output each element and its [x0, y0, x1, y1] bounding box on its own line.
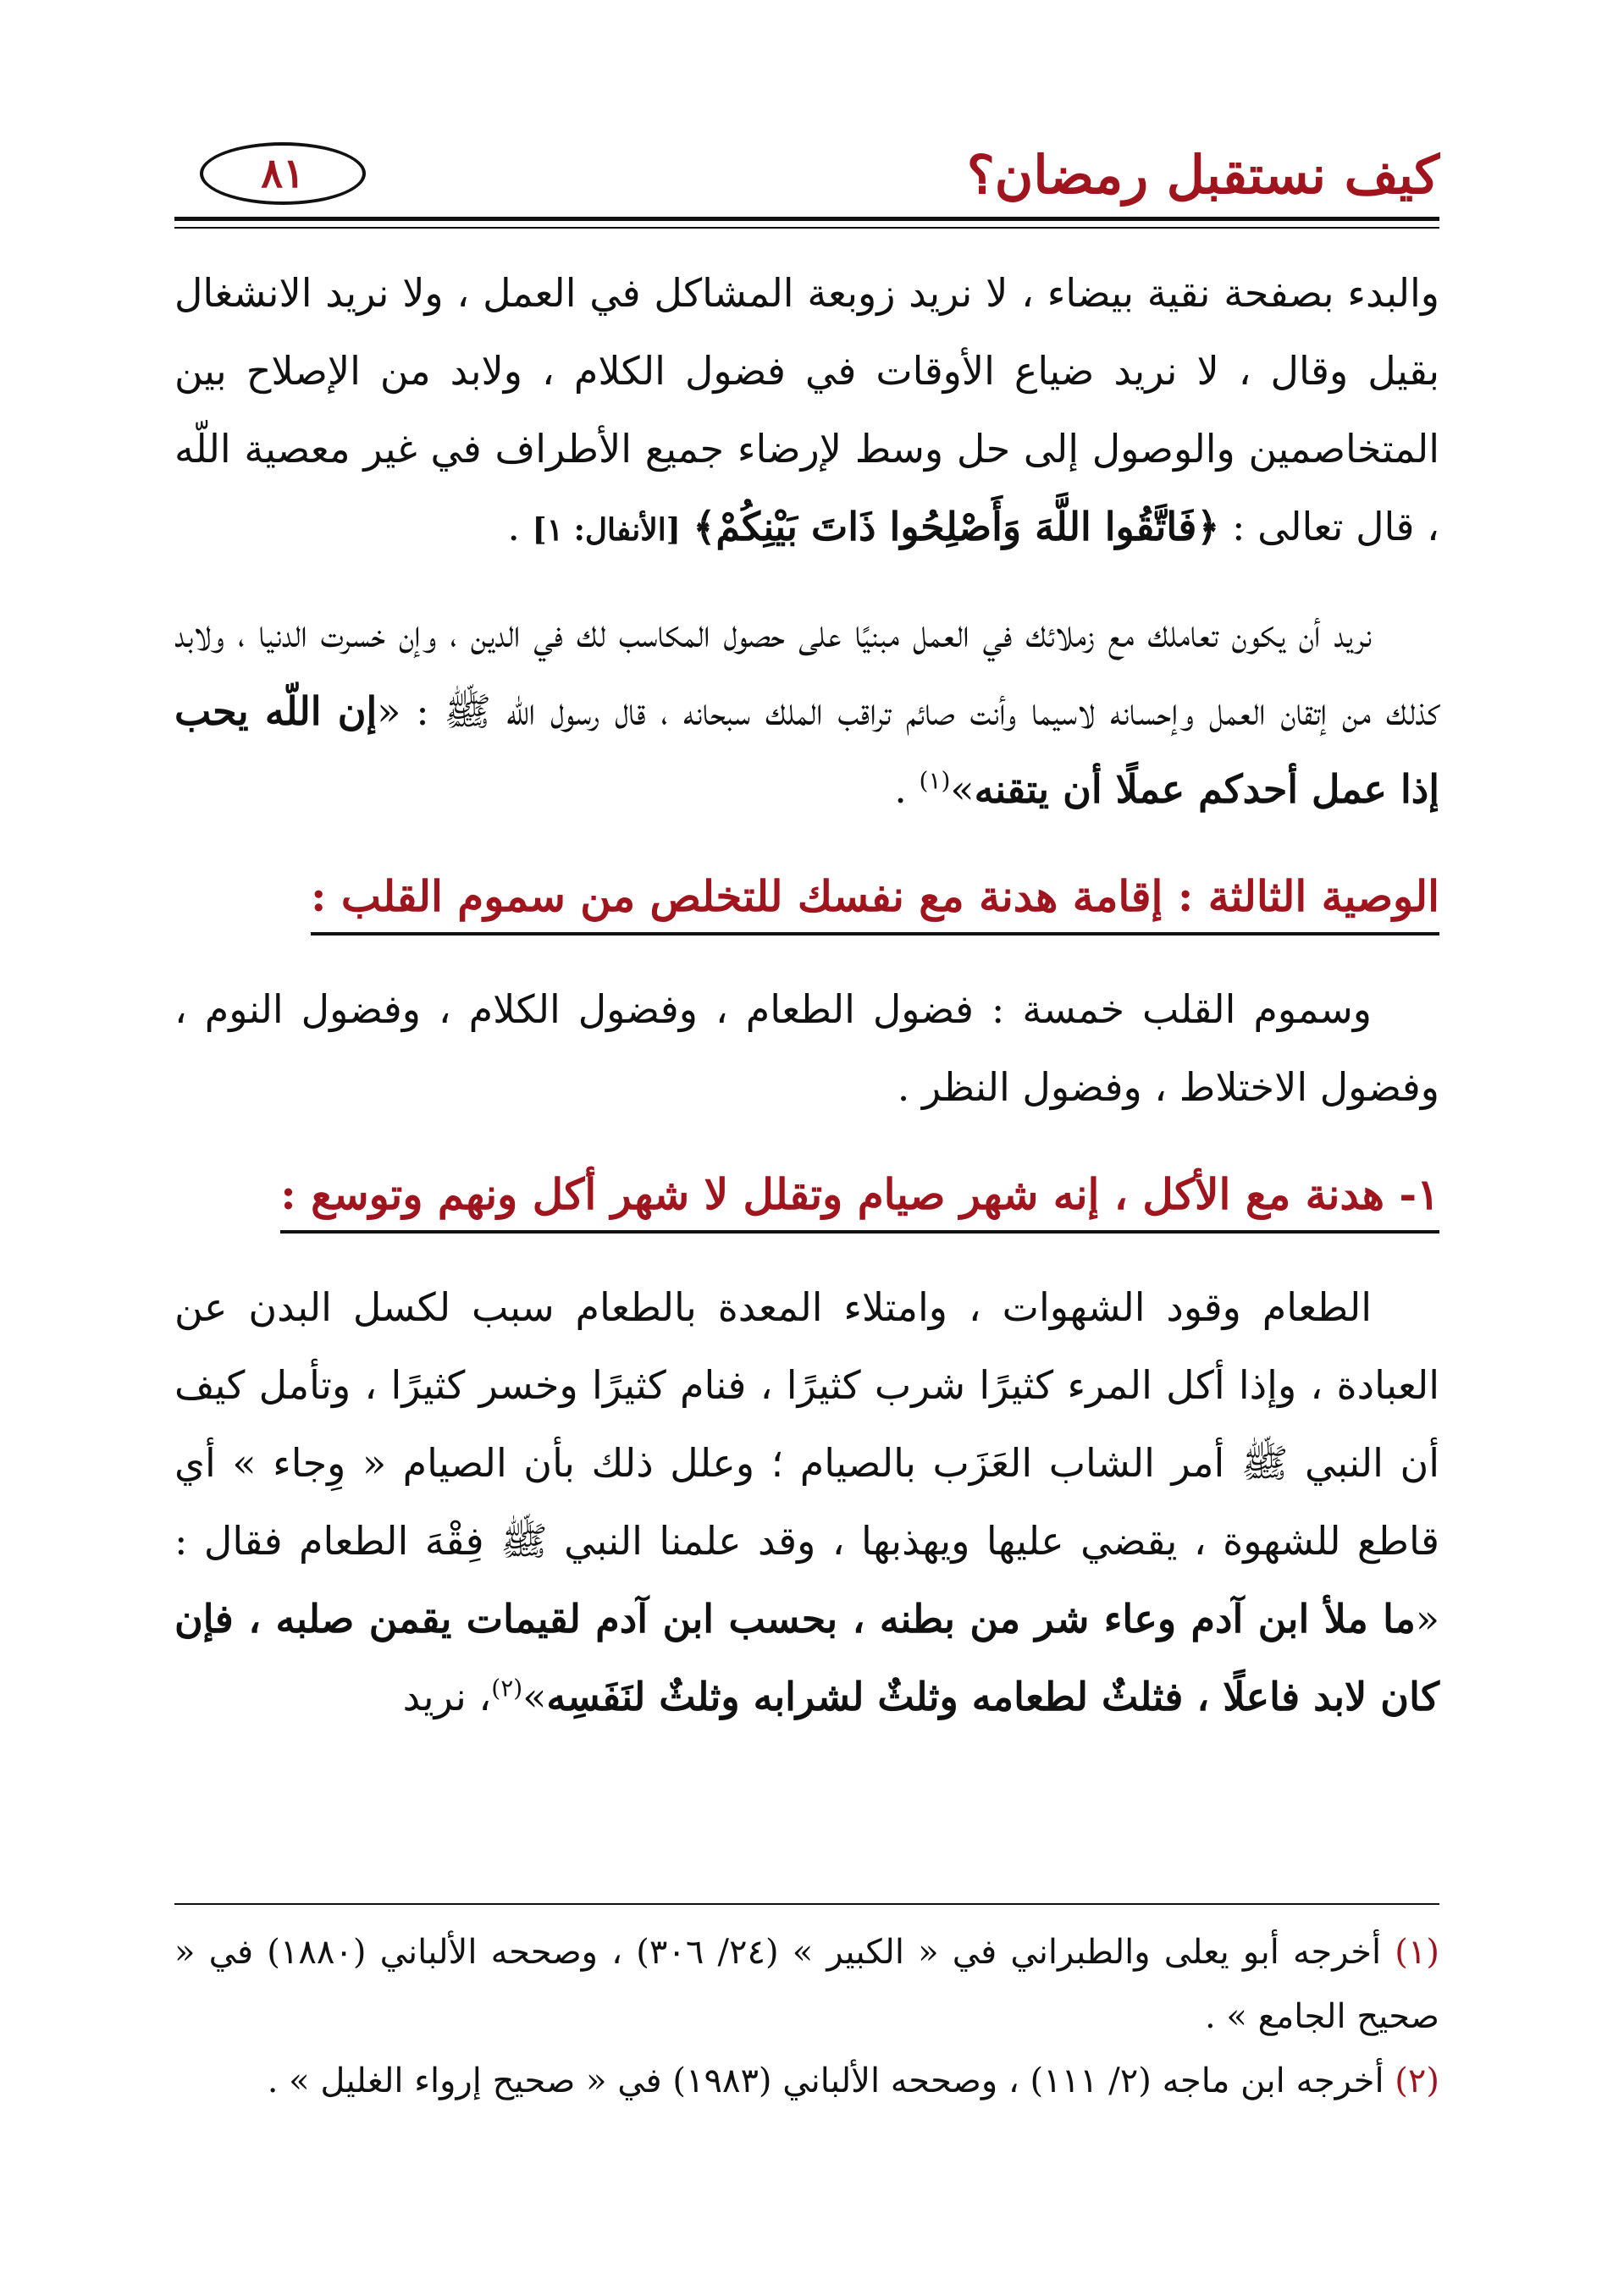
footnote-marker-1[interactable]: (١): [919, 766, 951, 795]
footnote-1-number: (١): [1395, 1933, 1439, 1972]
header-rule-thin: [174, 227, 1439, 229]
page-number: ٨١: [200, 142, 366, 205]
section-heading-third-advice: [174, 858, 1439, 936]
subsection-heading-text: ١- هدنة مع الأكل ، إنه شهر صيام وتقلل لا شهر أكل ونهم وتوسع :: [280, 1161, 1439, 1234]
footnote-marker-2[interactable]: (٢): [491, 1674, 523, 1703]
hadith-close-2: »: [522, 1674, 547, 1719]
footnote-2-text: أخرجه ابن ماجه (٢/ ١١١) ، وصححه الألباني (١٩٨٣) في « صحيح إرواء الغليل » .: [267, 2061, 1395, 2100]
paragraph-4: [174, 1268, 1439, 1736]
quran-reference: [الأنفال: ١]: [532, 512, 681, 548]
section-heading-text: الوصية الثالثة : إقامة هدنة مع نفسك للتخلص من سموم القلب :: [311, 863, 1439, 936]
paragraph-3: وسموم القلب خمسة : فضول الطعام ، وفضول الكلام ، وفضول النوم ، وفضول الاختلاط ، وفضول النظر .: [174, 986, 1439, 1110]
footnote-2: [174, 2049, 1439, 2113]
hadith-text-2: ما ملأ ابن آدم وعاء شر من بطنه ، بحسب ابن آدم لقيمات يقمن صلبه ، فإن كان لابد فاعلًا ، فثلثٌ لطعامه وثلثٌ لشرابه وثلثٌ لنَفَسِه: [174, 1596, 1439, 1719]
page-header: [174, 127, 1439, 220]
quran-verse: ﴿فَاتَّقُوا اللَّهَ وَأَصْلِحُوا ذَاتَ بَيْنِكُمْ﴾: [693, 504, 1220, 549]
footnote-separator: [174, 1903, 1439, 1905]
paragraph-4-text: الطعام وقود الشهوات ، وامتلاء المعدة بالطعام سبب لكسل البدن عن العبادة ، وإذا أكل المرء كثيرًا شرب كثيرًا ، فنام كثيرًا وخسر كثيرًا ، وتأمل كيف أن النبي ﷺ أمر الشاب العَزَب بالصيام ؛ وعلل ذلك بأن الصيام « وِجاء » أي قاطع للشهوة ، يقضي عليها ويهذبها ، وقد علمنا النبي ﷺ فِقْهَ الطعام فقال : «: [174, 1284, 1439, 1642]
paragraph-1: [174, 254, 1439, 569]
footnotes: [174, 1920, 1439, 2113]
subsection-heading-food: [174, 1156, 1439, 1234]
paragraph-2-text: نريد أن يكون تعاملك مع زملائك في العمل مبنيًا على حصول المكاسب لك في الدين ، وإن خسرت الدنيا ، ولابد كذلك من إتقان العمل وإحسانه لاسيما وأنت صائم تراقب الملك سبحانه ، قال رسول اللّه ﷺ : «: [174, 610, 1439, 734]
paragraph-2-end: .: [894, 766, 920, 812]
paragraph-1-text: والبدء بصفحة نقية بيضاء ، لا نريد زوبعة المشاكل في العمل ، ولا نريد الانشغال بقيل وقال ، لا نريد ضياع الأوقات في فضول الكلام ، ولابد من الإصلاح بين المتخاصمين والوصول إلى حل وسط لإرضاء جميع الأطراف في غير معصية اللّه ، قال تعالى :: [174, 270, 1439, 549]
header-rule-thick: [174, 217, 1439, 221]
paragraph-4-end: ، نريد: [402, 1674, 492, 1719]
footnote-1: [174, 1920, 1439, 2049]
running-title: كيف نستقبل رمضان؟: [966, 144, 1439, 206]
paragraph-1-end: .: [507, 504, 533, 549]
main-text: [174, 254, 1439, 1736]
footnote-1-text: أخرجه أبو يعلى والطبراني في « الكبير » (٢٤/ ٣٠٦) ، وصححه الألباني (١٨٨٠) في « صحيح الجامع » .: [174, 1933, 1439, 2036]
hadith-text-1: إن اللّه يحب إذا عمل أحدكم عملًا أن يتقنه: [174, 688, 1439, 812]
paragraph-2: [174, 594, 1439, 828]
footnote-2-number: (٢): [1395, 2061, 1439, 2100]
hadith-close-1: »: [950, 766, 975, 812]
